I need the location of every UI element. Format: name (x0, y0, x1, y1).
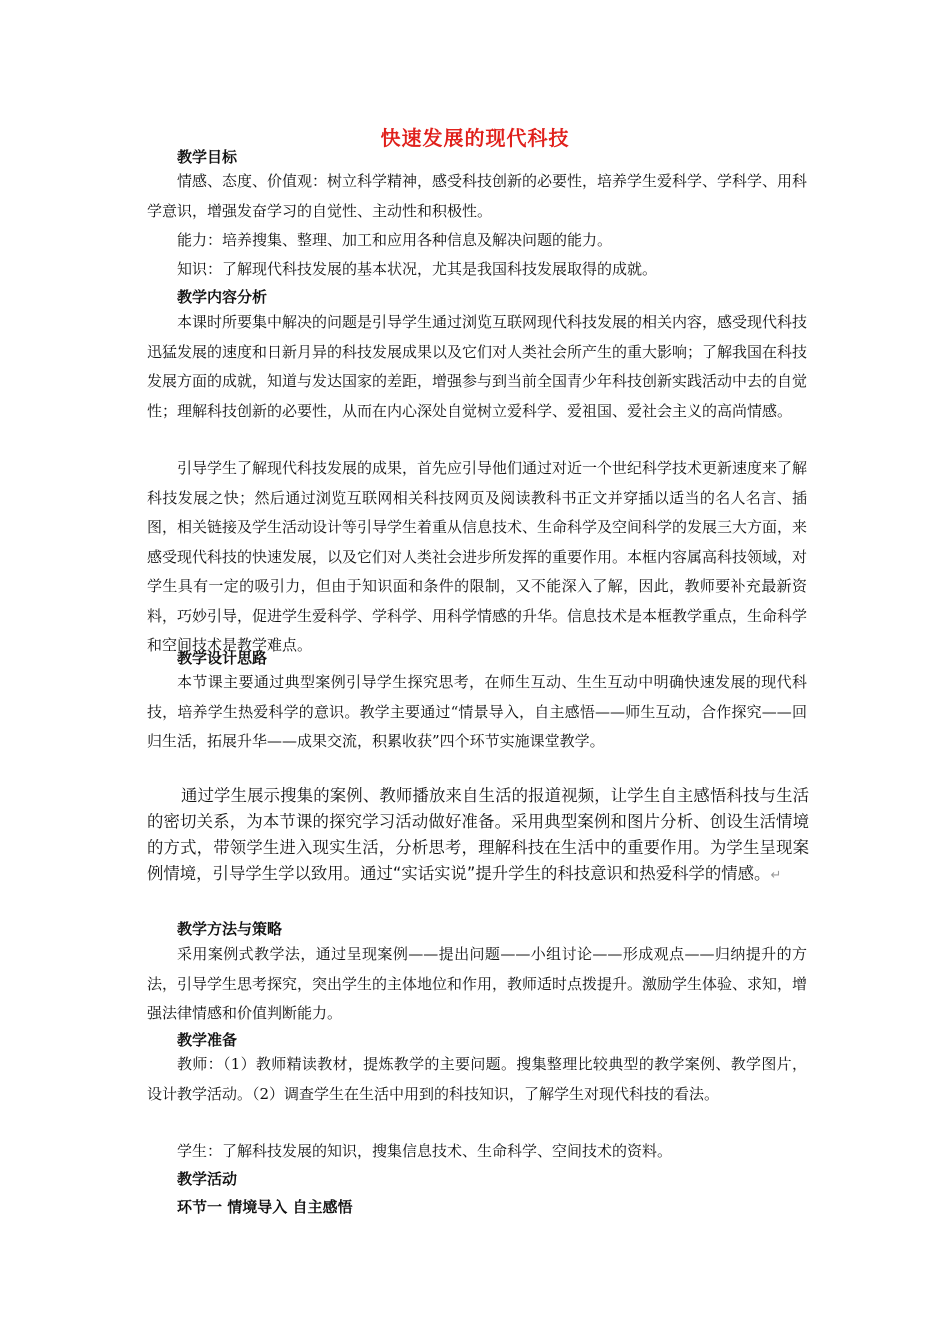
heading-methods: 教学方法与策略 (177, 920, 283, 938)
page-title: 快速发展的现代科技 (380, 126, 570, 150)
heading-analysis: 教学内容分析 (177, 288, 268, 306)
heading-design: 教学设计思路 (177, 649, 268, 667)
heading-activity: 教学活动 (177, 1170, 238, 1188)
heading-goals: 教学目标 (177, 148, 238, 166)
design-paragraph-1: 本节课主要通过典型案例引导学生探究思考，在师生互动、生生互动中明确快速发展的现代科技，培养学生热爱科学的意识。教学主要通过“情景导入，自主感悟——师生互动，合作探究——回归生活，拓展升华——成果交流，积累收获”四个环节实施课堂教学。 (147, 673, 807, 750)
prep-paragraph-2: 学生：了解科技发展的知识，搜集信息技术、生命科学、空间技术的资料。 (177, 1142, 673, 1160)
heading-prep: 教学准备 (177, 1031, 238, 1049)
analysis-paragraph-1: 本课时所要集中解决的问题是引导学生通过浏览互联网现代科技发展的相关内容，感受现代科技迅猛发展的速度和日新月异的科技发展成果以及它们对人类社会所产生的重大影响；了解我国在科技发展方面的成就，知道与发达国家的差距，增强参与到当前全国青少年科技创新实践活动中去的自觉性；理解科技创新的必要性，从而在内心深处自觉树立爱科学、爱祖国、爱社会主义的高尚情感。 (147, 313, 808, 420)
goals-paragraph-1: 情感、态度、价值观：树立科学精神，感受科技创新的必要性，培养学生爱科学、学科学、用科学意识，增强发奋学习的自觉性、主动性和积极性。 (147, 172, 808, 220)
methods-paragraph-1: 采用案例式教学法，通过呈现案例——提出问题——小组讨论——形成观点——归纳提升的方法，引导学生思考探究，突出学生的主体地位和作用，教师适时点拨提升。激励学生体验、求知，增强法律情感和价值判断能力。 (147, 945, 808, 1022)
return-mark: ↵ (770, 868, 782, 883)
scanned-text: 通过学生展示搜集的案例、教师播放来自生活的报道视频，让学生自主感悟科技与生活的密切关系，为本节课的探究学习活动做好准备。采用典型案例和图片分析、创设生活情境的方式，带领学生进入现实生活，分析思考，理解科技在生活中的重要作用。为学生呈现案例情境，引导学生学以致用。通过“实话实说”提升学生的科技意识和热爱科学的情感。 (147, 786, 809, 883)
goals-paragraph-3: 知识：了解现代科技发展的基本状况，尤其是我国科技发展取得的成就。 (177, 260, 658, 278)
subheading-activity-1: 环节一 情境导入 自主感悟 (177, 1198, 353, 1216)
goals-paragraph-2: 能力：培养搜集、整理、加工和应用各种信息及解决问题的能力。 (177, 231, 613, 249)
scanned-text-block (147, 783, 809, 889)
analysis-paragraph-2: 引导学生了解现代科技发展的成果，首先应引导他们通过对近一个世纪科学技术更新速度来了解科技发展之快；然后通过浏览互联网相关科技网页及阅读教科书正文并穿插以适当的名人名言、插图，相关链接及学生活动设计等引导学生着重从信息技术、生命科学及空间科学的发展三大方面，来感受现代科技的快速发展，以及它们对人类社会进步所发挥的重要作用。本框内容属高科技领域，对学生具有一定的吸引力，但由于知识面和条件的限制，又不能深入了解，因此，教师要补充最新资料，巧妙引导，促进学生爱科学、学科学、用科学情感的升华。信息技术是本框教学重点，生命科学和空间技术是教学难点。 (147, 459, 808, 654)
prep-paragraph-1: 教师：（1）教师精读教材，提炼教学的主要问题。搜集整理比较典型的教学案例、教学图片，设计教学活动。（2）调查学生在生活中用到的科技知识，了解学生对现代科技的看法。 (147, 1055, 807, 1103)
